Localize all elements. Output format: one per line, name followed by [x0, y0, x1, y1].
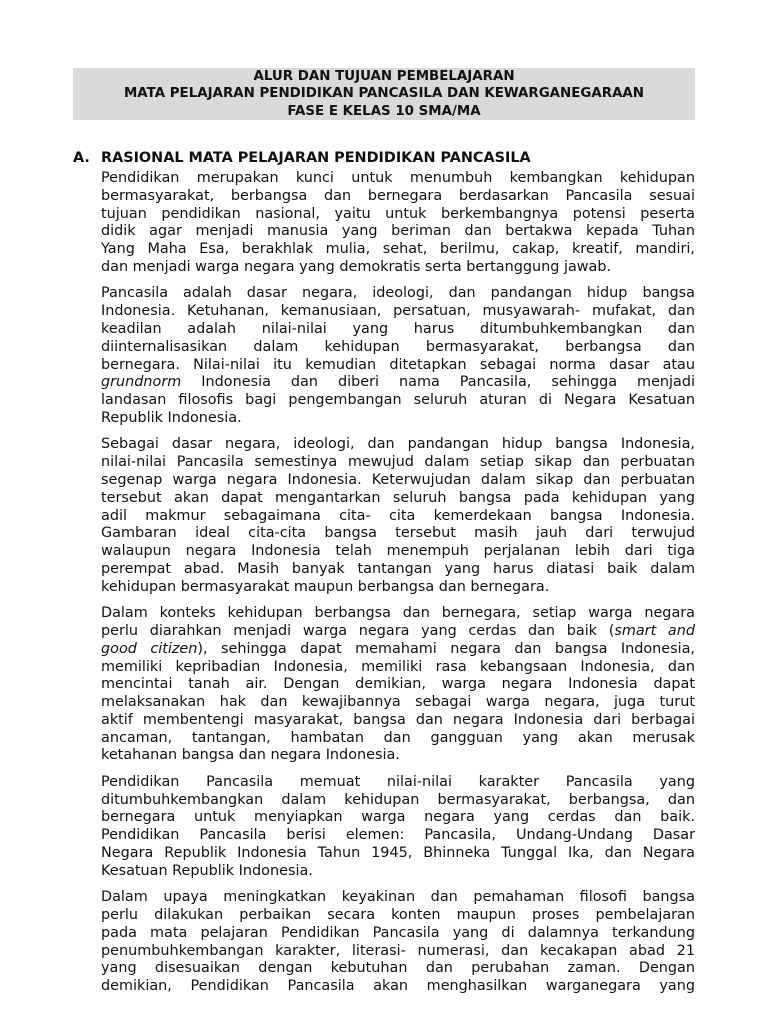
- document-title-line-2: MATA PELAJARAN PENDIDIKAN PANCASILA DAN KEWARGANEGARAAN: [123, 86, 645, 102]
- paragraph-line: didik agar menjadi manusia yang beriman dan bertakwa kepada Tuhan: [101, 223, 695, 240]
- paragraph-4: [101, 605, 695, 765]
- paragraph-line: bermasyarakat, berbangsa dan bernegara berdasarkan Pancasila sesuai: [101, 187, 695, 204]
- paragraph-line: yang disesuaikan dengan kebutuhan dan perubahan zaman. Dengan: [101, 960, 695, 977]
- section-heading: [73, 149, 695, 167]
- paragraph-line: keadilan adalah nilai-nilai yang harus ditumbuhkembangkan dan: [101, 320, 695, 337]
- paragraph-line: Dalam upaya meningkatkan keyakinan dan pemahaman filosofi bangsa: [101, 889, 695, 906]
- paragraph-line: nilai-nilai Pancasila semestinya mewujud dalam setiap sikap dan perbuatan: [101, 454, 695, 471]
- paragraph-line: segenap warga negara Indonesia. Keterwujudan dalam sikap dan perbuatan: [101, 471, 695, 488]
- paragraph-line: penumbuhkembangan karakter, literasi- numerasi, dan kecakapan abad 21: [101, 942, 695, 959]
- paragraph-line: Pendidikan Pancasila memuat nilai-nilai karakter Pancasila yang: [101, 773, 695, 790]
- document-title-line-1: ALUR DAN TUJUAN PEMBELAJARAN: [253, 69, 515, 84]
- paragraph-line: perlu diarahkan menjadi warga negara yang cerdas dan baik (smart and: [101, 622, 695, 639]
- paragraph-line: Pendidikan merupakan kunci untuk menumbuh kembangkan kehidupan: [101, 170, 695, 186]
- paragraph-line: bernegara untuk menyiapkan warga negara yang cerdas dan baik.: [101, 809, 695, 826]
- paragraph-line: ditumbuhkembangkan dalam kehidupan bermasyarakat, berbangsa, dan: [101, 791, 695, 808]
- paragraph-line: Indonesia. Ketuhanan, kemanusiaan, persatuan, musyawarah- mufakat, dan: [101, 303, 695, 320]
- paragraph-line: good citizen), sehingga dapat memahami negara dan bangsa Indonesia,: [101, 640, 695, 657]
- paragraph-line: Negara Republik Indonesia Tahun 1945, Bhinneka Tunggal Ika, dan Negara: [101, 845, 695, 862]
- paragraph-line: bernegara. Nilai-nilai itu kemudian ditetapkan sebagai norma dasar atau: [101, 356, 695, 373]
- paragraph-line: memiliki kepribadian Indonesia, memiliki rasa kebangsaan Indonesia, dan: [101, 658, 695, 675]
- paragraph-line: grundnorm Indonesia dan diberi nama Pancasila, sehingga menjadi: [101, 374, 695, 391]
- paragraph-line: ketahanan bangsa dan negara Indonesia.: [101, 747, 400, 764]
- paragraph-line: Kesatuan Republik Indonesia.: [101, 862, 313, 879]
- paragraph-line: Sebagai dasar negara, ideologi, dan pandangan hidup bangsa Indonesia,: [101, 436, 695, 453]
- paragraph-line: dan menjadi warga negara yang demokratis serta bertanggung jawab.: [101, 258, 612, 275]
- paragraph-line: tujuan pendidikan nasional, yaitu untuk berkembangnya potensi peserta: [101, 205, 695, 222]
- paragraph-line: Republik Indonesia.: [101, 409, 242, 426]
- paragraph-line: Gambaran ideal cita-cita bangsa tersebut masih jauh dari terwujud: [101, 525, 695, 542]
- paragraph-2: [101, 285, 695, 427]
- paragraph-line: demikian, Pendidikan Pancasila akan menghasilkan warganegara yang: [101, 978, 695, 995]
- paragraph-line: Dalam konteks kehidupan berbangsa dan bernegara, setiap warga negara: [101, 605, 695, 622]
- paragraph-line: melaksanakan hak dan kewajibannya sebagai warga negara, juga turut: [101, 694, 695, 711]
- paragraph-line: Yang Maha Esa, berakhlak mulia, sehat, berilmu, cakap, kreatif, mandiri,: [101, 241, 695, 258]
- document-title-line-3: FASE E KELAS 10 SMA/MA: [287, 103, 481, 119]
- paragraph-line: walaupun negara Indonesia telah menempuh perjalanan lebih dari tiga: [101, 543, 695, 560]
- paragraph-line: kehidupan bermasyarakat maupun berbangsa dan bernegara.: [101, 578, 550, 595]
- paragraph-line: diinternalisasikan dalam kehidupan bermasyarakat, berbangsa dan: [101, 338, 695, 355]
- paragraph-line: adil makmur sebagaimana cita- cita kemerdekaan bangsa Indonesia.: [101, 507, 695, 524]
- paragraph-line: Pendidikan Pancasila berisi elemen: Pancasila, Undang-Undang Dasar: [101, 827, 695, 844]
- paragraph-6: [101, 889, 695, 996]
- paragraph-line: landasan filosofis bagi pengembangan seluruh aturan di Negara Kesatuan: [101, 392, 695, 409]
- paragraph-line: perempat abad. Masih banyak tantangan yang harus diatasi baik dalam: [101, 560, 695, 577]
- paragraph-5: [101, 774, 695, 881]
- document-title-box: [73, 68, 695, 120]
- paragraph-line: Pancasila adalah dasar negara, ideologi, dan pandangan hidup bangsa: [101, 285, 695, 302]
- section-letter: A.: [73, 150, 90, 166]
- paragraph-line: perlu dilakukan perbaikan secara konten maupun proses pembelajaran: [101, 907, 695, 924]
- paragraph-line: tersebut akan dapat mengantarkan seluruh bangsa pada kehidupan yang: [101, 489, 695, 506]
- paragraph-1: [101, 170, 695, 277]
- paragraph-line: pada mata pelajaran Pendidikan Pancasila yang di dalamnya terkandung: [101, 924, 695, 941]
- paragraph-3: [101, 436, 695, 596]
- paragraph-line: aktif membentengi masyarakat, bangsa dan negara Indonesia dari berbagai: [101, 711, 695, 728]
- section-heading-text: RASIONAL MATA PELAJARAN PENDIDIKAN PANCASILA: [101, 150, 531, 166]
- paragraph-line: mencintai tanah air. Dengan demikian, warga negara Indonesia dapat: [101, 676, 695, 693]
- paragraph-line: ancaman, tantangan, hambatan dan gangguan yang akan merusak: [101, 729, 695, 746]
- body-text: [101, 170, 695, 1005]
